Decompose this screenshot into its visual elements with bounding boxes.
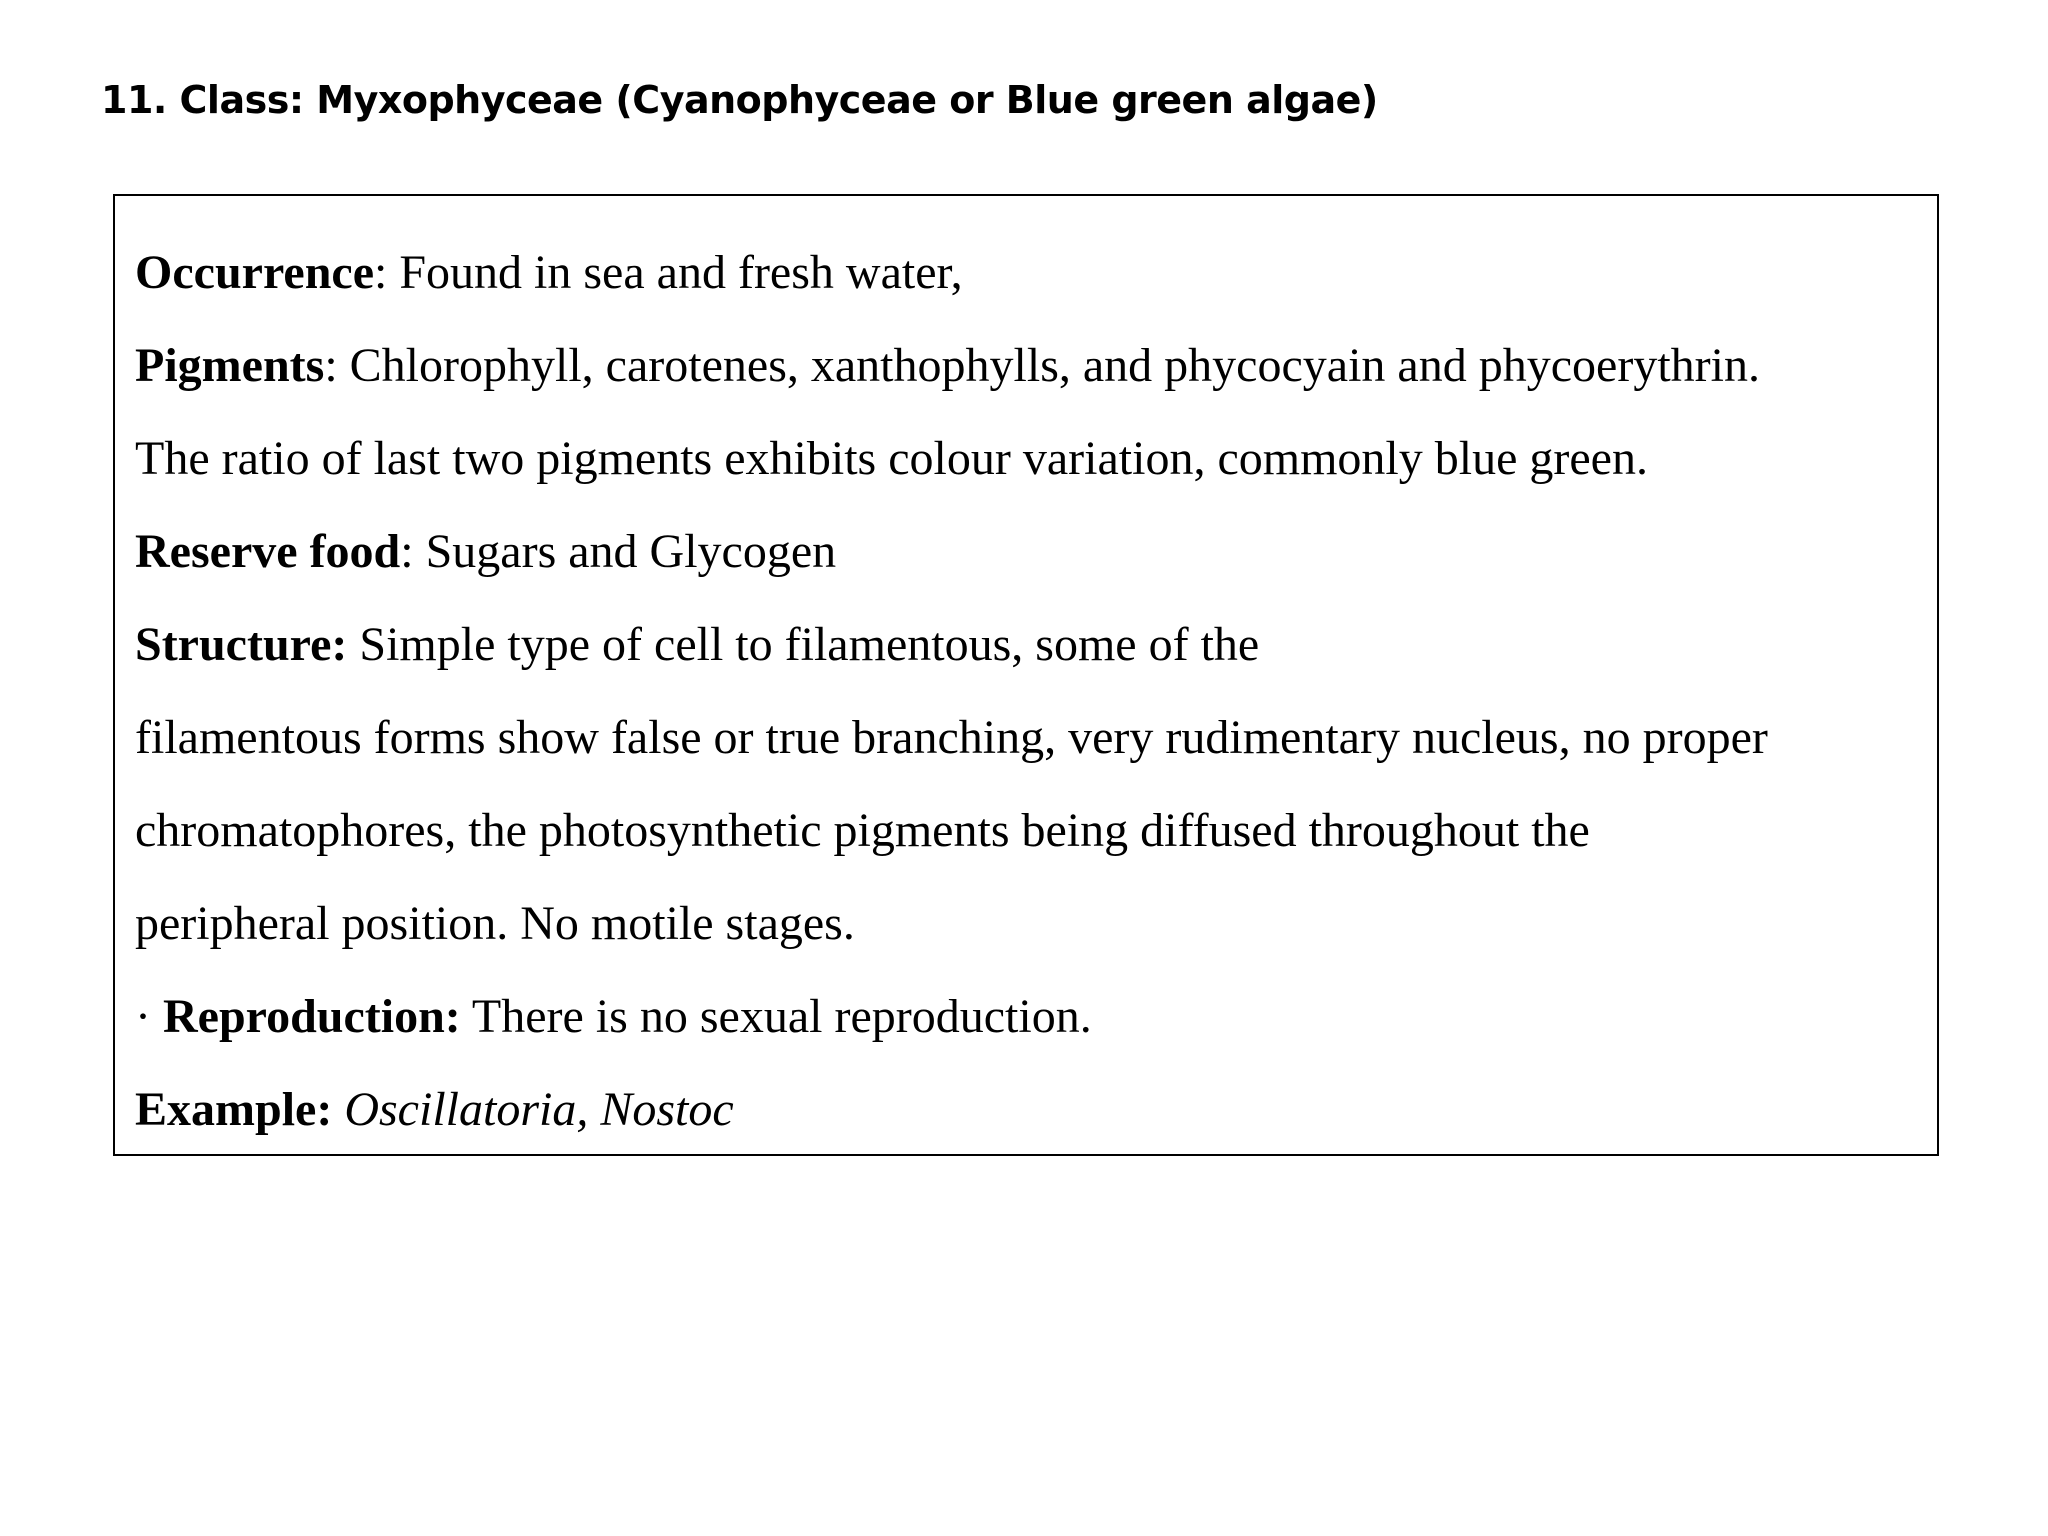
example-line xyxy=(135,1063,1917,1156)
occurrence-label: Occurrence xyxy=(135,246,374,299)
pigments-continuation-line: The ratio of last two pigments exhibits colour variation, commonly blue green. xyxy=(135,432,1648,485)
content-box xyxy=(113,194,1939,1156)
pigments-label: Pigments xyxy=(135,339,325,392)
occurrence-line xyxy=(135,226,1917,319)
structure-continuation-line-3: peripheral position. No motile stages. xyxy=(135,897,855,950)
structure-label: Structure: xyxy=(135,618,348,671)
pigments-text: : Chlorophyll, carotenes, xanthophylls, and phycocyain and phycoerythrin. xyxy=(324,339,1760,392)
reproduction-text: There is no sexual reproduction. xyxy=(460,990,1092,1043)
structure-continuation-line-1: filamentous forms show false or true branching, very rudimentary nucleus, no proper xyxy=(135,711,1768,764)
reproduction-label: Reproduction: xyxy=(162,990,461,1043)
reproduction-bullet: · xyxy=(135,990,163,1043)
example-text: Oscillatoria, Nostoc xyxy=(332,1083,734,1136)
reserve-food-line xyxy=(135,505,1917,598)
occurrence-text: : Found in sea and fresh water, xyxy=(374,246,963,299)
structure-text: Simple type of cell to filamentous, some of the xyxy=(347,618,1260,671)
structure-continuation-line-2: chromatophores, the photosynthetic pigments being diffused throughout the xyxy=(135,804,1590,857)
pigments-line xyxy=(135,319,1917,412)
reproduction-line xyxy=(135,970,1917,1063)
reserve-food-label: Reserve food xyxy=(135,525,401,578)
structure-line xyxy=(135,598,1917,691)
reserve-food-text: : Sugars and Glycogen xyxy=(400,525,837,578)
slide-title: 11. Class: Myxophyceae (Cyanophyceae or Blue green algae) xyxy=(101,78,1378,122)
example-label: Example: xyxy=(135,1083,333,1136)
